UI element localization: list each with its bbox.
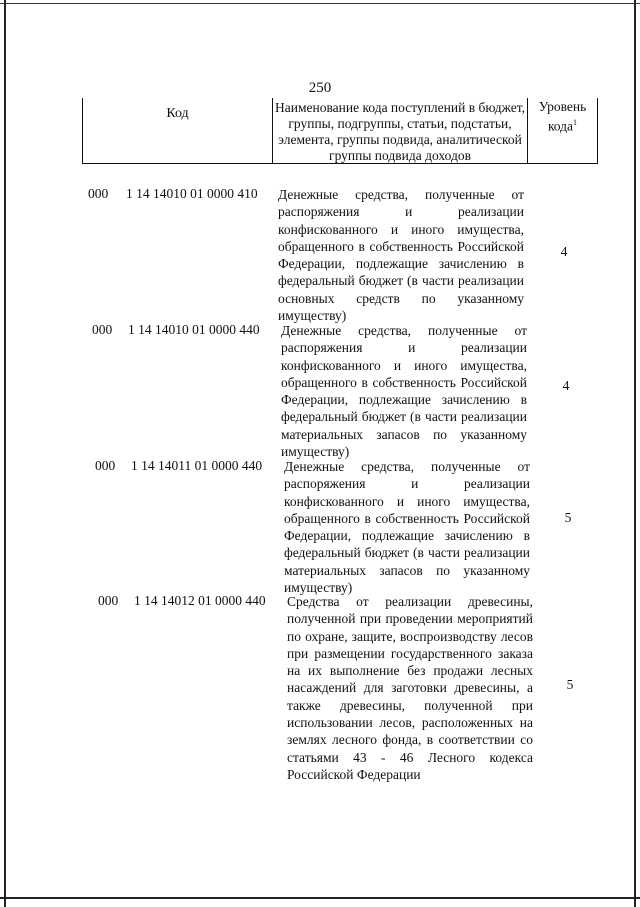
header-level-label: Уровень кода xyxy=(538,99,587,134)
header-code-label: Код xyxy=(166,106,189,121)
header-name-label: Наименование кода поступлений в бюджет, группы, подгруппы, статьи, подстатьи, элемента, группы подвида, аналитической группы подвида доходов xyxy=(274,100,525,163)
header-code xyxy=(83,98,273,163)
row-level: 4 xyxy=(562,378,570,393)
row-description: Денежные средства, полученные от распоряжения и реализации конфискованного и иного имущества, обращенного в собственность Российской Федерации, подлежащие зачислению в федеральный бюджет (в части реализации материальных запасов по указанному имуществу) xyxy=(284,459,530,596)
scan-edge-right xyxy=(634,0,636,907)
row-level: 4 xyxy=(560,244,568,259)
row-description: Денежные средства, полученные от распоряжения и реализации конфискованного и иного имущества, обращенного в собственность Российской Федерации, подлежащие зачислению в федеральный бюджет (в части реализации материальных запасов по указанному имуществу) xyxy=(281,323,527,460)
row-description: Средства от реализации древесины, полученной при проведении мероприятий по охране, защите, воспроизводству лесов при размещении государственного заказа на их выполнение без продажи лесных насаждений для заготовки древесины, а также древесины, полученной при использовании лесов, расположенных на землях лесного фонда, в соответствии со статьями 43 - 46 Лесного кодекса Российской Федерации xyxy=(287,594,533,782)
row-prefix: 000 xyxy=(88,186,109,201)
row-prefix: 000 xyxy=(92,322,113,337)
row-code: 1 14 14011 01 0000 440 xyxy=(131,458,263,473)
row-level: 5 xyxy=(566,677,574,692)
row-prefix: 000 xyxy=(95,458,116,473)
header-level-footnote: 1 xyxy=(573,118,578,127)
header-level xyxy=(528,98,597,163)
row-code: 1 14 14012 01 0000 440 xyxy=(134,593,266,608)
row-code: 1 14 14010 01 0000 410 xyxy=(126,186,258,201)
scan-edge-top xyxy=(0,3,640,4)
scan-edge-left xyxy=(4,0,6,907)
row-description: Денежные средства, полученные от распоряжения и реализации конфискованного и иного имущества, обращенного в собственность Российской Федерации, подлежащие зачислению в федеральный бюджет (в части реализации основных средств по указанному имуществу) xyxy=(278,187,524,324)
table-header xyxy=(82,98,598,164)
header-name xyxy=(273,98,528,163)
row-prefix: 000 xyxy=(98,593,119,608)
row-level: 5 xyxy=(564,510,572,525)
scan-edge-bottom xyxy=(0,897,640,899)
row-code: 1 14 14010 01 0000 440 xyxy=(128,322,260,337)
page-number: 250 xyxy=(308,80,332,96)
